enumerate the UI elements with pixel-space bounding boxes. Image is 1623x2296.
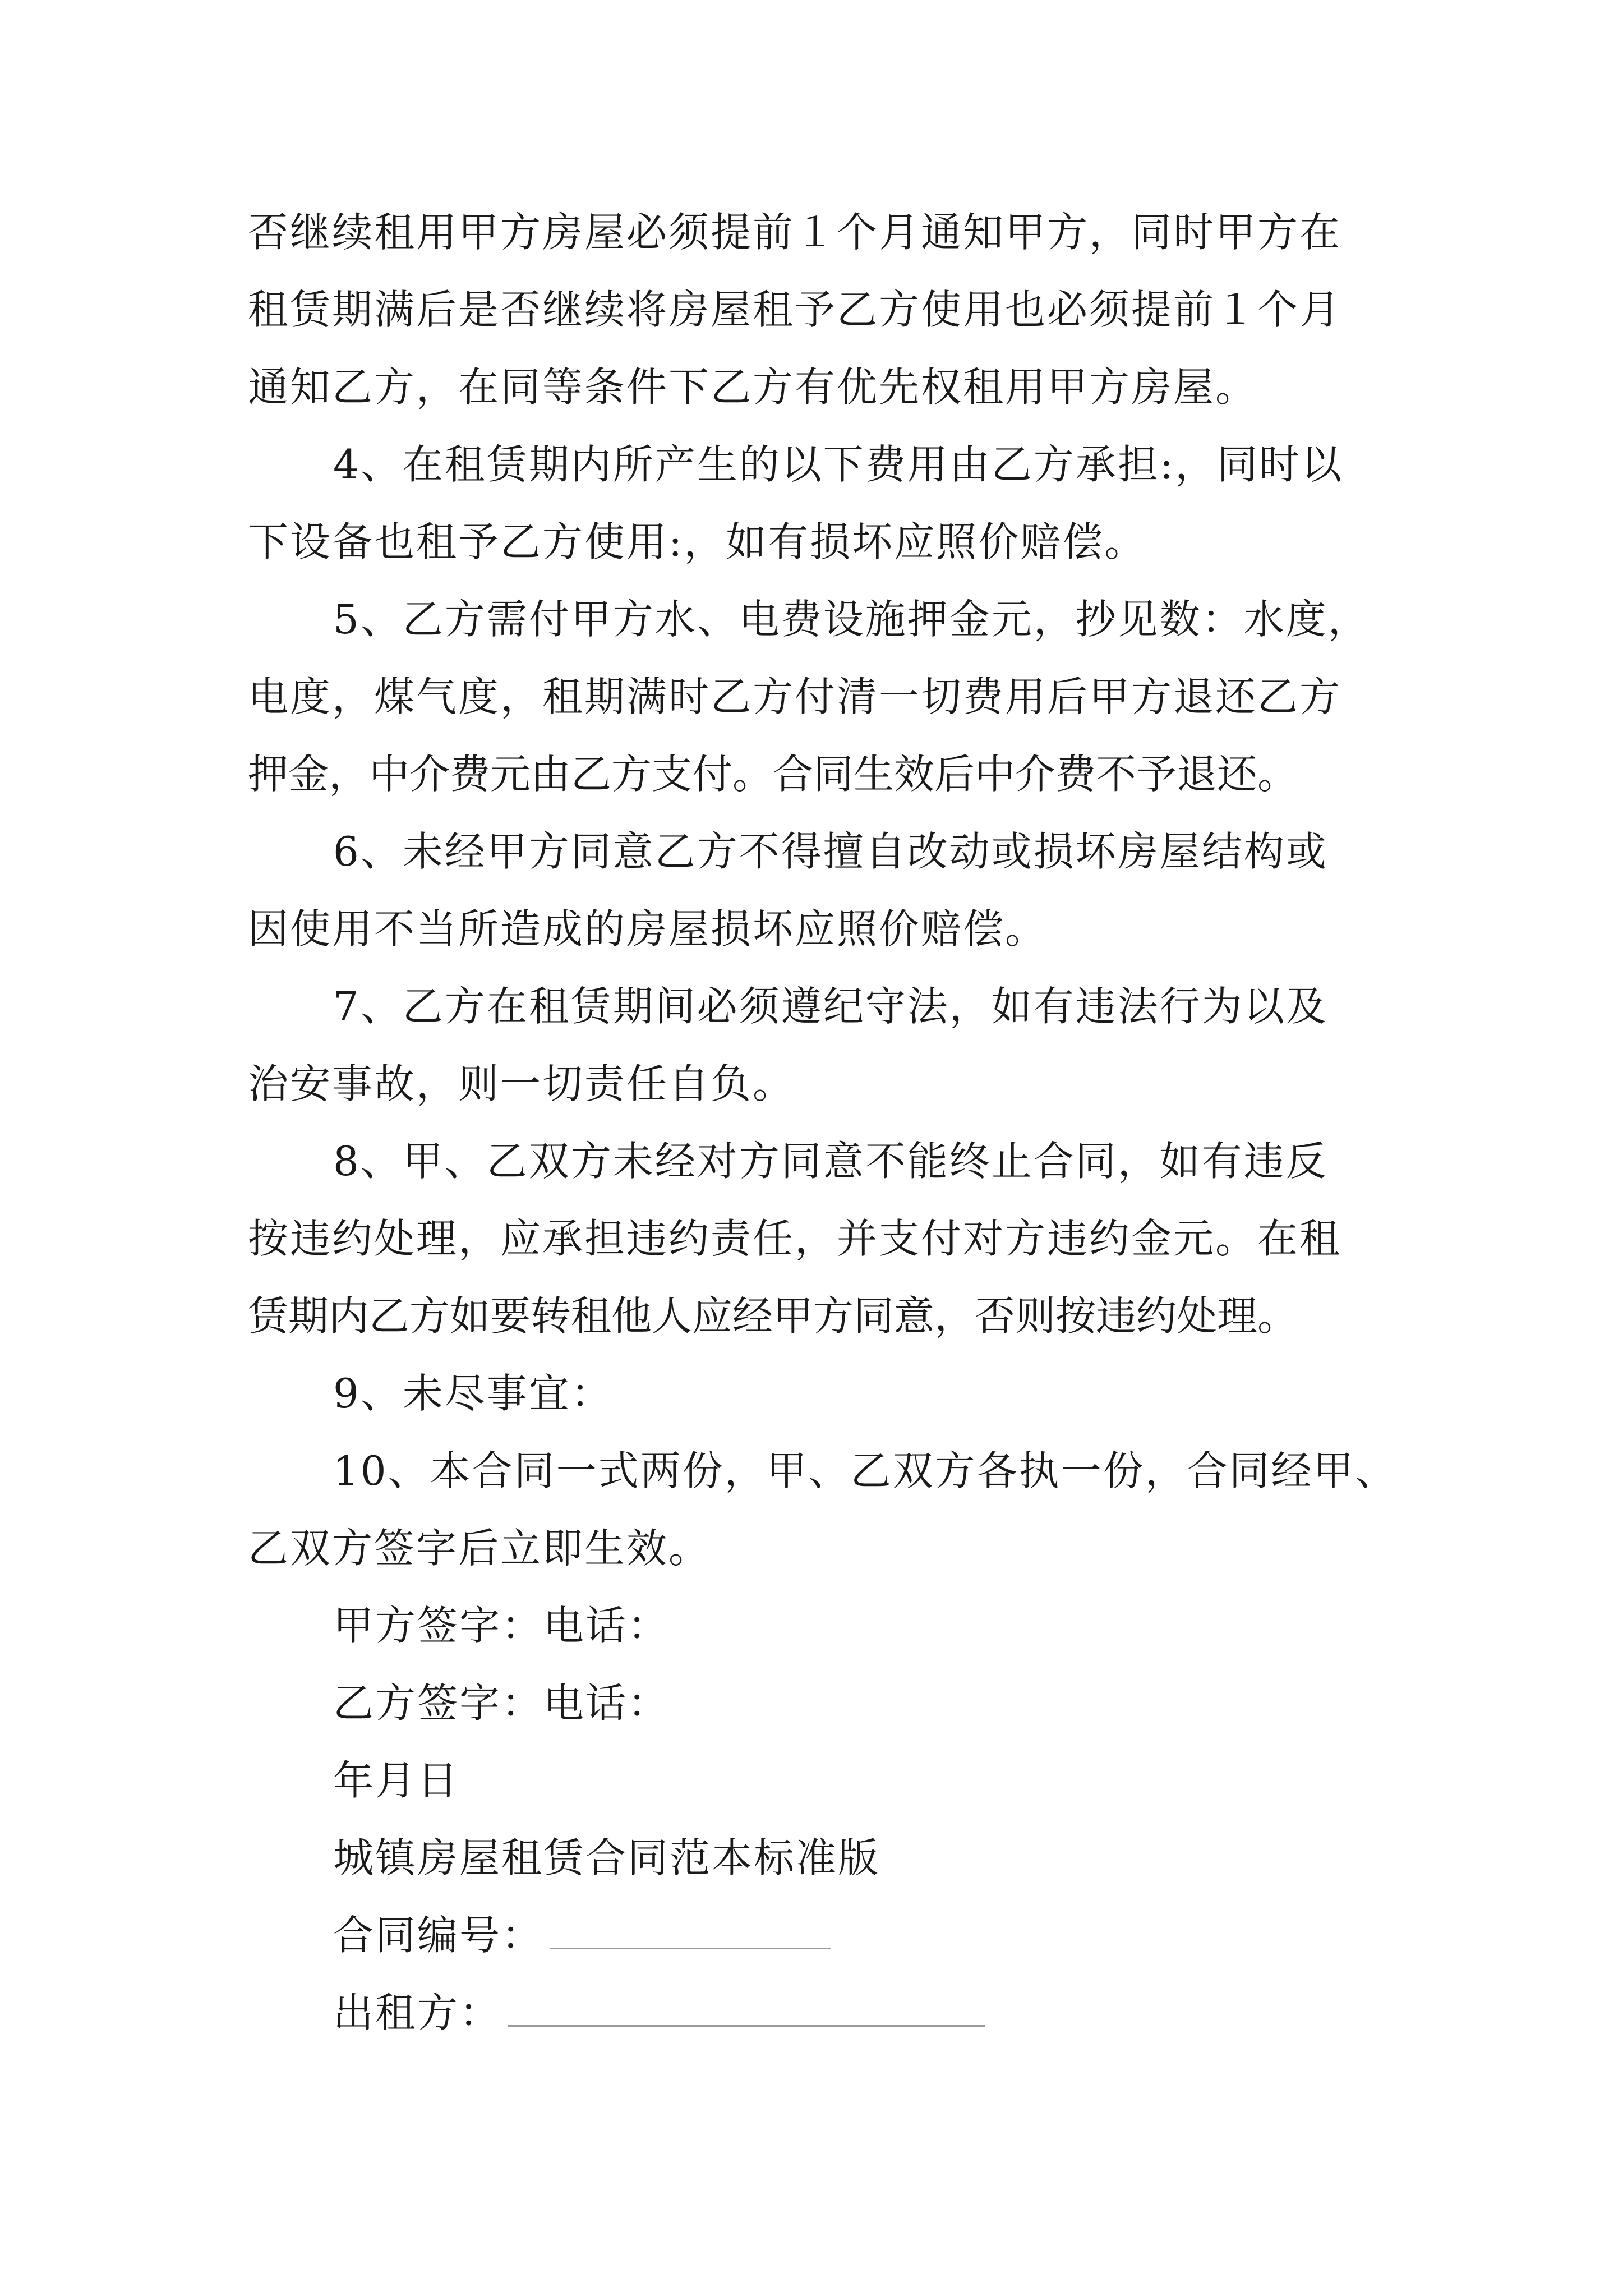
- body-line: 通知乙方，在同等条件下乙方有优先权租用甲方房屋。: [248, 364, 1258, 411]
- date-line: 年月日: [333, 1757, 460, 1804]
- body-line: 租赁期满后是否继续将房屋租予乙方使用也必须提前１个月: [248, 286, 1342, 333]
- body-line: 否继续租用甲方房屋必须提前１个月通知甲方，同时甲方在: [248, 209, 1342, 256]
- body-line: 按违约处理，应承担违约责任，并支付对方违约金元。在租: [248, 1215, 1342, 1262]
- body-line: 赁期内乙方如要转租他人应经甲方同意，否则按违约处理。: [248, 1292, 1298, 1340]
- lessor-row: [248, 1974, 1420, 2051]
- contract-number-blank[interactable]: [550, 1918, 831, 1949]
- clause-10-line: 10、本合同一式两份，甲、乙双方各执一份，合同经甲、: [333, 1447, 1398, 1494]
- clause-7-line: 7、乙方在租赁期间必须遵纪守法，如有违法行为以及: [333, 983, 1328, 1030]
- contract-number-row: [248, 1897, 1420, 1974]
- clause-6-line: 6、未经甲方同意乙方不得擅自改动或损坏房屋结构或: [333, 828, 1328, 875]
- body-line: 押金，中介费元由乙方支付。合同生效后中介费不予退还。: [248, 751, 1298, 798]
- contract-title: 城镇房屋租赁合同范本标准版: [333, 1834, 880, 1881]
- clause-4-line: 4、在租赁期内所产生的以下费用由乙方承担:，同时以: [333, 441, 1344, 488]
- lessor-label: 出租方：: [333, 1989, 502, 2036]
- body-line: 治安事故，则一切责任自负。: [248, 1060, 795, 1107]
- clause-8-line: 8、甲、乙双方未经对方同意不能终止合同，如有违反: [333, 1138, 1328, 1185]
- party-a-signature-line: 甲方签字：电话：: [333, 1602, 670, 1649]
- contract-number-label: 合同编号：: [333, 1912, 544, 1959]
- body-line: 乙双方签字后立即生效。: [248, 1525, 711, 1572]
- body-line: 下设备也租予乙方使用:，如有损坏应照价赔偿。: [248, 518, 1147, 565]
- clause-5-line: 5、乙方需付甲方水、电费设施押金元，抄见数：水度，: [333, 596, 1370, 643]
- party-b-signature-line: 乙方签字：电话：: [333, 1680, 670, 1727]
- body-line: 因使用不当所造成的房屋损坏应照价赔偿。: [248, 905, 1048, 953]
- lessor-blank[interactable]: [508, 1996, 985, 2027]
- clause-9-line: 9、未尽事宜：: [333, 1370, 613, 1417]
- contract-body: [248, 194, 1420, 2051]
- body-line: 电度，煤气度，租期满时乙方付清一切费用后甲方退还乙方: [248, 673, 1342, 720]
